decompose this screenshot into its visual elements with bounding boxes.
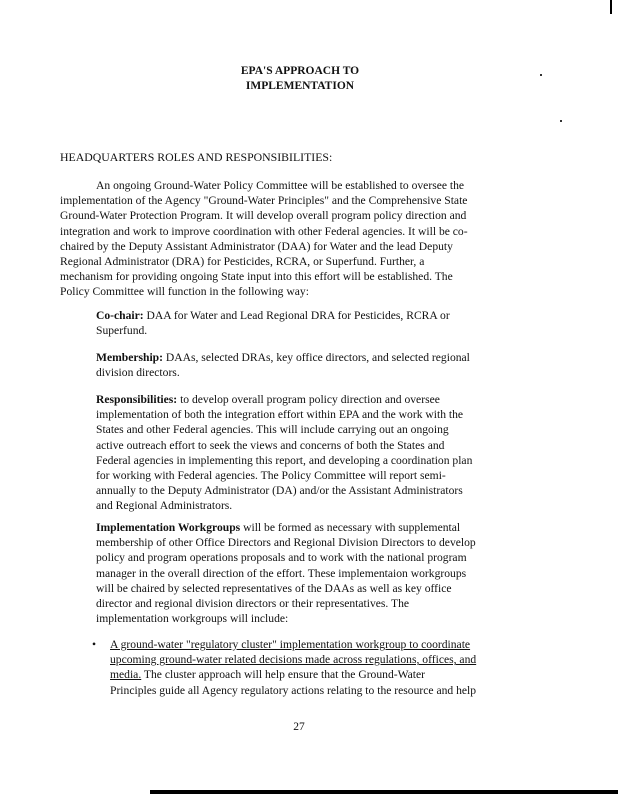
bullet-body — [110, 637, 476, 698]
scan-speck — [540, 74, 542, 76]
page-number: 27 — [293, 721, 305, 733]
responsibilities-item — [96, 392, 546, 514]
cochair-term: Co-chair: — [96, 309, 144, 322]
bullet-underlined-line: media. — [110, 668, 142, 682]
workgroups-text: will be formed as necessary with supplemental — [240, 521, 461, 534]
responsibilities-text: and Regional Administrators. — [96, 499, 233, 513]
document-title — [150, 64, 450, 94]
bullet-underlined-line: A ground-water "regulatory cluster" implementation workgroup to coordinate — [110, 638, 471, 651]
responsibilities-text: for working with Federal agencies. The Policy Committee will report semi- — [96, 469, 446, 483]
paragraph-line: implementation of the Agency "Ground-Water Principles" and the Comprehensive State — [60, 194, 468, 208]
title-line: IMPLEMENTATION — [245, 80, 355, 92]
paragraph-line: Ground-Water Protection Program. It will develop overall program policy direction and — [60, 209, 467, 223]
workgroups-item — [96, 520, 546, 626]
bullet-text: The cluster approach will help ensure that the Ground-Water — [141, 668, 425, 682]
paragraph-line: Regional Administrator (DRA) for Pesticides, RCRA, or Superfund. Further, a — [60, 255, 425, 269]
workgroups-text: policy and program operations proposals and to work with the national program — [96, 551, 467, 565]
title-line: EPA'S APPROACH TO — [240, 65, 360, 77]
cochair-item — [96, 308, 546, 338]
intro-paragraph — [60, 178, 555, 300]
bullet-underlined-line: upcoming ground-water related decisions made across regulations, offices, and — [110, 653, 477, 667]
workgroups-term: Implementation Workgroups — [96, 521, 241, 534]
responsibilities-text: annually to the Deputy Administrator (DA) and/or the Assistant Administrators — [96, 484, 463, 498]
paragraph-line: An ongoing Ground-Water Policy Committee will be established to oversee the — [96, 179, 465, 192]
responsibilities-text: implementation of both the integration effort within EPA and the work with the — [96, 408, 464, 422]
workgroups-text: membership of other Office Directors and Regional Division Directors to develop — [96, 536, 476, 550]
responsibilities-text: to develop overall program policy direction and oversee — [177, 393, 440, 406]
responsibilities-text: active outreach effort to seek the views and concerns of both the States and — [96, 438, 445, 452]
scan-speck — [560, 120, 562, 122]
paragraph-line: Policy Committee will function in the following way: — [60, 285, 309, 299]
workgroups-text: will be chaired by selected representatives of the DAAs as well as key office — [96, 581, 452, 595]
cochair-text: Superfund. — [96, 324, 148, 338]
responsibilities-text: States and other Federal agencies. This will include carrying out an ongoing — [96, 423, 449, 437]
membership-text: DAAs, selected DRAs, key office directors, and selected regional — [162, 351, 470, 364]
section-heading: HEADQUARTERS ROLES AND RESPONSIBILITIES: — [60, 150, 333, 164]
workgroups-text: director and regional division directors or their representatives. The — [96, 597, 410, 611]
membership-item — [96, 350, 546, 380]
membership-term: Membership: — [96, 351, 163, 364]
paragraph-line: chaired by the Deputy Assistant Administrator (DAA) for Water and the lead Deputy — [60, 239, 453, 253]
cochair-text: DAA for Water and Lead Regional DRA for Pesticides, RCRA or — [143, 309, 450, 322]
bottom-scan-rule — [150, 790, 618, 794]
workgroups-text: implementation workgroups will include: — [96, 612, 289, 626]
workgroups-text: manager in the overall direction of the effort. These implementaion workgroups — [96, 566, 467, 580]
bullet-text: Principles guide all Agency regulatory actions relating to the resource and help — [110, 683, 477, 697]
responsibilities-text: Federal agencies in implementing this report, and developing a coordination plan — [96, 453, 473, 467]
paragraph-line: integration and work to improve coordination with other Federal agencies. It will be co- — [60, 224, 468, 238]
bullet-icon: • — [92, 638, 97, 651]
responsibilities-term: Responsibilities: — [96, 393, 178, 406]
scan-edge-mark — [610, 0, 612, 14]
paragraph-line: mechanism for providing ongoing State input into this effort will be established. The — [60, 270, 453, 284]
membership-text: division directors. — [96, 366, 180, 380]
